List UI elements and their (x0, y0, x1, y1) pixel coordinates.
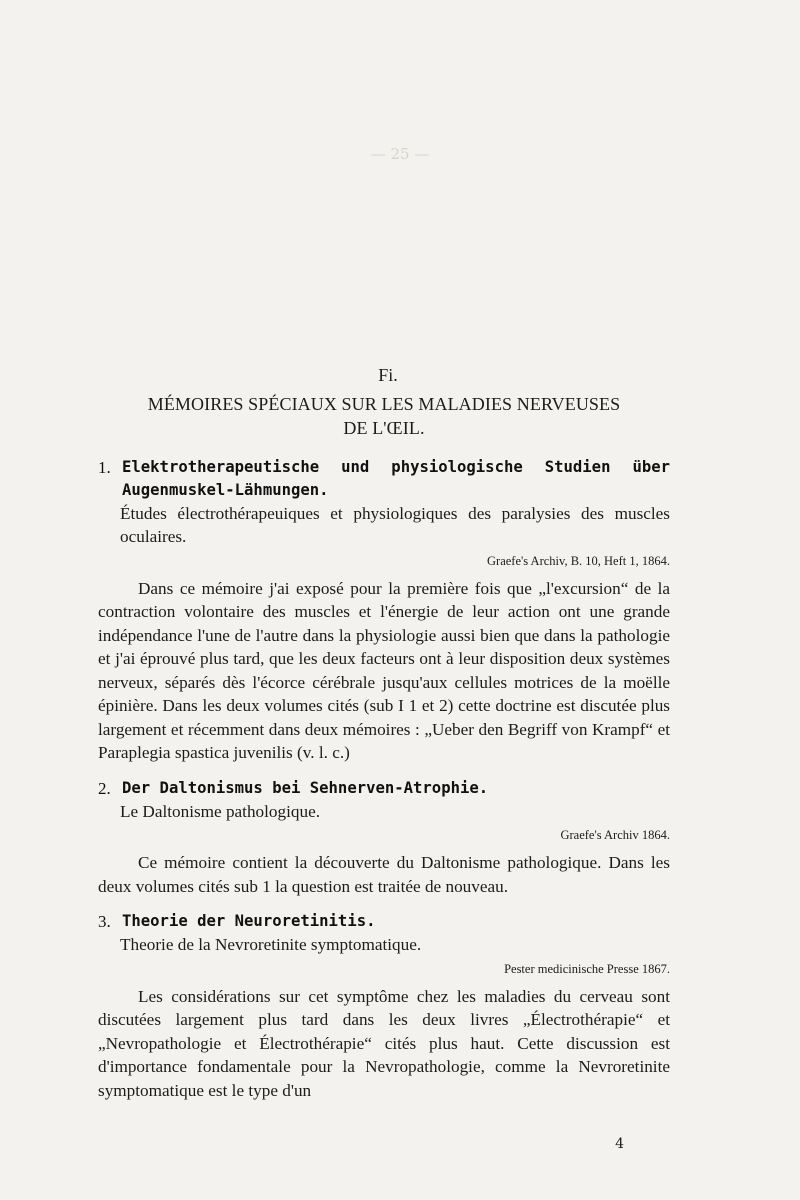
entry-subtitle: Études électrothérapeuiques et physiologiques des paralysies des muscles oculaires. (120, 503, 670, 546)
page-number: 4 (615, 1136, 624, 1152)
entry-subtitle: Le Daltonisme pathologique. (120, 801, 320, 821)
entry-heading (98, 910, 670, 933)
entry-3 (98, 910, 670, 1102)
section-title-line-1: MÉMOIRES SPÉCIAUX SUR LES MALADIES NERVEUSES (147, 393, 621, 414)
entry-subtitle: Theorie de la Nevroretinite symptomatique. (120, 935, 422, 954)
section-marker: Fi. (378, 365, 398, 385)
entry-number: 2. (98, 778, 111, 798)
entry-heading (98, 456, 670, 502)
entry-number: 1. (98, 457, 111, 477)
entry-number: 3. (98, 912, 111, 931)
section-title-line-2: DE L'ŒIL. (343, 417, 425, 438)
section-title (98, 392, 670, 440)
entry-2 (98, 777, 670, 899)
entry-title: Theorie der Neuroretinitis. (122, 912, 376, 930)
entry-paragraph: Les considérations sur cet symptôme chez les maladies du cerveau sont discutées largement plus tard dans les deux livres „Électrothérapie“ et „Nevropathologie et Électrothérapie“ cités plus haut. Cette discussion est d'importance fondamentale pour la Nevropathologie, comme la Nevroretinite symptomatique est le type d'un (98, 986, 670, 1100)
entry-source: Graefe's Archiv 1864. (560, 828, 670, 842)
entry-paragraph: Dans ce mémoire j'ai exposé pour la première fois que „l'excursion“ de la contraction volontaire des muscles et l'énergie de leur action ont une grande indépendance l'une de l'autre dans la physiologie aussi bien que dans la pathologie et j'ai éprouvé plus tard, que les deux facteurs ont à leur disposition deux systèmes nerveux, séparés dès l'écorce cérébrale jusqu'aux cellules motrices de la moëlle épinière. Dans les deux volumes cités (sub I 1 et 2) cette doctrine est discutée plus largement et récemment dans deux mémoires : „Ueber den Begriff von Krampf“ et Paraplegia spastica juvenilis (v. l. c.) (98, 578, 670, 762)
entry-title: Der Daltonismus bei Sehnerven-Atrophie. (122, 778, 489, 797)
page-header: — 25 — (370, 145, 430, 163)
entry-source: Pester medicinische Presse 1867. (504, 961, 670, 976)
entry-paragraph: Ce mémoire contient la découverte du Daltonisme pathologique. Dans les deux volumes cités sub 1 la question est traitée de nouveau. (98, 853, 670, 896)
entry-1 (98, 456, 670, 765)
entry-source: Graefe's Archiv, B. 10, Heft 1, 1864. (487, 553, 670, 568)
page-content (98, 364, 670, 1114)
entry-heading (98, 777, 670, 800)
entry-title: Elektrotherapeutische und physiologische Studien über Augenmuskel-Lähmungen. (122, 457, 670, 499)
